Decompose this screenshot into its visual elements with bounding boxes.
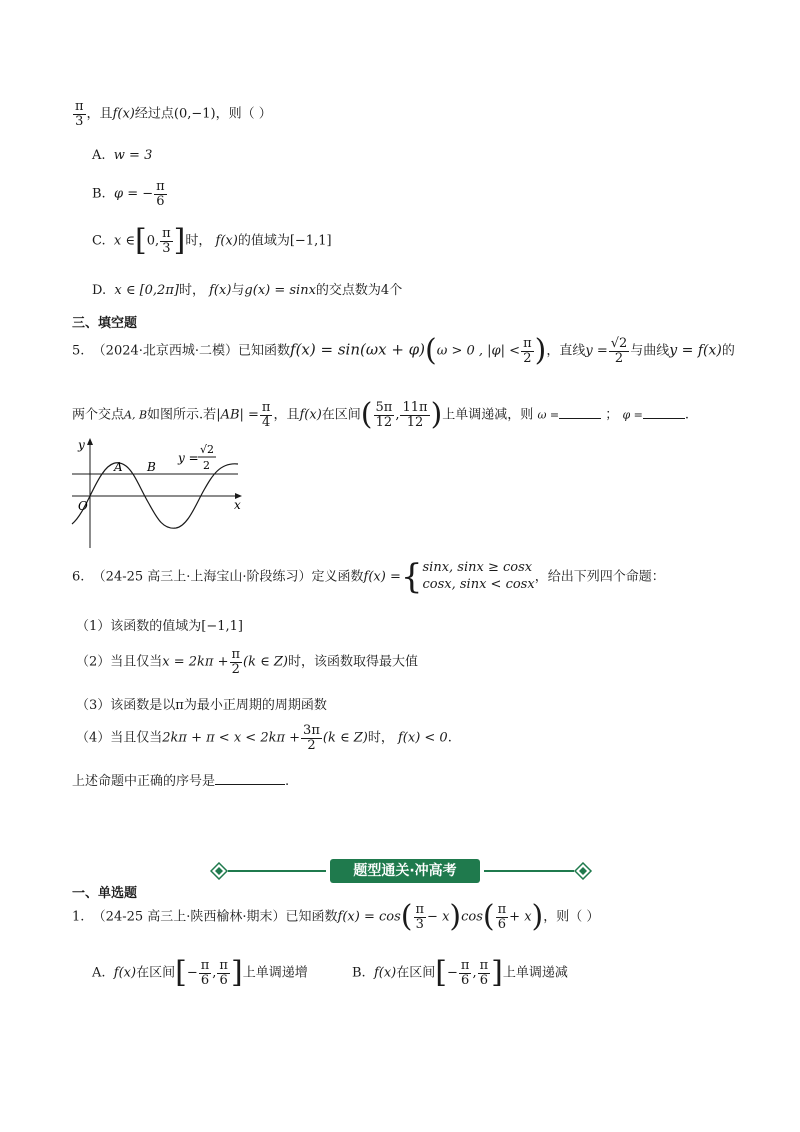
section-title-fill-in: 三、填空题	[72, 316, 138, 331]
banner-title: 题型通关·冲高考	[330, 859, 480, 883]
q4-stem: $\frac{\pi}{3}$ ，且f(x)经过点(0,−1)，则（ ）	[75, 99, 272, 129]
answer-blank-omega[interactable]	[559, 418, 601, 419]
point-b-label: B	[147, 460, 156, 474]
q6-proposition-2: （2）当且仅当x = 2kπ + $\frac{\pi}{2}$ (k ∈ Z)时，该函数取得最大值	[76, 647, 419, 677]
answer-blank-phi[interactable]	[643, 418, 685, 419]
x-label: x	[234, 498, 241, 512]
point-a-label: A	[114, 460, 123, 474]
answer-blank-q6[interactable]	[215, 784, 285, 785]
q1-option-b[interactable]: B. f(x)在区间[− $\frac{\pi}{6}$ , $\frac{\pi}{6}$ ]上单调递减	[352, 955, 568, 990]
q1-option-a[interactable]: A. f(x)在区间[− $\frac{\pi}{6}$ , $\frac{\pi}{6}$ ]上单调递增	[92, 955, 308, 990]
banner-left-diamond-icon	[210, 862, 230, 880]
q4-option-b[interactable]: B. φ = − $\frac{\pi}{6}$	[92, 179, 165, 209]
q4-option-d[interactable]: D. x ∈ [0,2π]时， f(x)与g(x) = sinx的交点数为4个	[92, 283, 403, 298]
fraction: $\frac{\pi}{3}$	[75, 99, 84, 129]
curve-label-num: √2	[200, 443, 215, 456]
banner-left-line	[228, 870, 326, 872]
q6-proposition-4: （4）当且仅当2kπ + π < x < 2kπ + $\frac{3\pi}{2}$ (k ∈ Z)时， f(x) < 0.	[76, 723, 452, 753]
q5-stem-line1: 5. （2024·北京西城·二模）已知函数f(x) = sin(ωx + φ)(ω > 0 , |φ| < $\frac{\pi}{2}$ )，直线y = $\frac{√2}{2}$ 与曲线y = f(x)的	[72, 333, 735, 368]
q5-graph	[68, 436, 248, 550]
banner-right-line	[484, 870, 574, 872]
origin-label: O	[78, 499, 88, 513]
q4-option-a[interactable]: A. w = 3	[92, 148, 153, 163]
q1-stem: 1. （24-25 高三上·陕西榆林·期末）已知函数f(x) = cos( $\frac{\pi}{3}$ − x)cos( $\frac{\pi}{6}$ + x)，则（ ）	[72, 899, 600, 934]
curve-label-lhs: y =	[178, 451, 199, 465]
q4-option-c[interactable]: C. x ∈[0, $\frac{\pi}{3}$ ]时， f(x)的值域为[−1,1]	[92, 223, 332, 258]
q6-proposition-3: （3）该函数是以π为最小正周期的周期函数	[76, 698, 327, 713]
y-axis-arrow	[87, 438, 93, 445]
q6-conclusion: 上述命题中正确的序号是 .	[72, 774, 290, 789]
q6-proposition-1: （1）该函数的值域为[−1,1]	[76, 619, 243, 634]
banner-right-diamond-icon	[574, 862, 594, 880]
section-title-single-choice: 一、单选题	[72, 886, 138, 901]
y-label: y	[78, 438, 85, 452]
curve-label-den: 2	[203, 459, 210, 472]
q6-stem: 6. （24-25 高三上·上海宝山·阶段练习）定义函数f(x) ={ sinx, sinx ≥ cosx cosx, sinx < cosx ，给出下列四个命题：	[72, 557, 665, 597]
q5-stem-line2: 两个交点A, B如图所示.若|AB| = $\frac{\pi}{4}$ ，且f(x)在区间( $\frac{5\pi}{12}$ , $\frac{11\pi}{12}$ )上单调递减，则 ω = ； φ = .	[72, 397, 689, 432]
